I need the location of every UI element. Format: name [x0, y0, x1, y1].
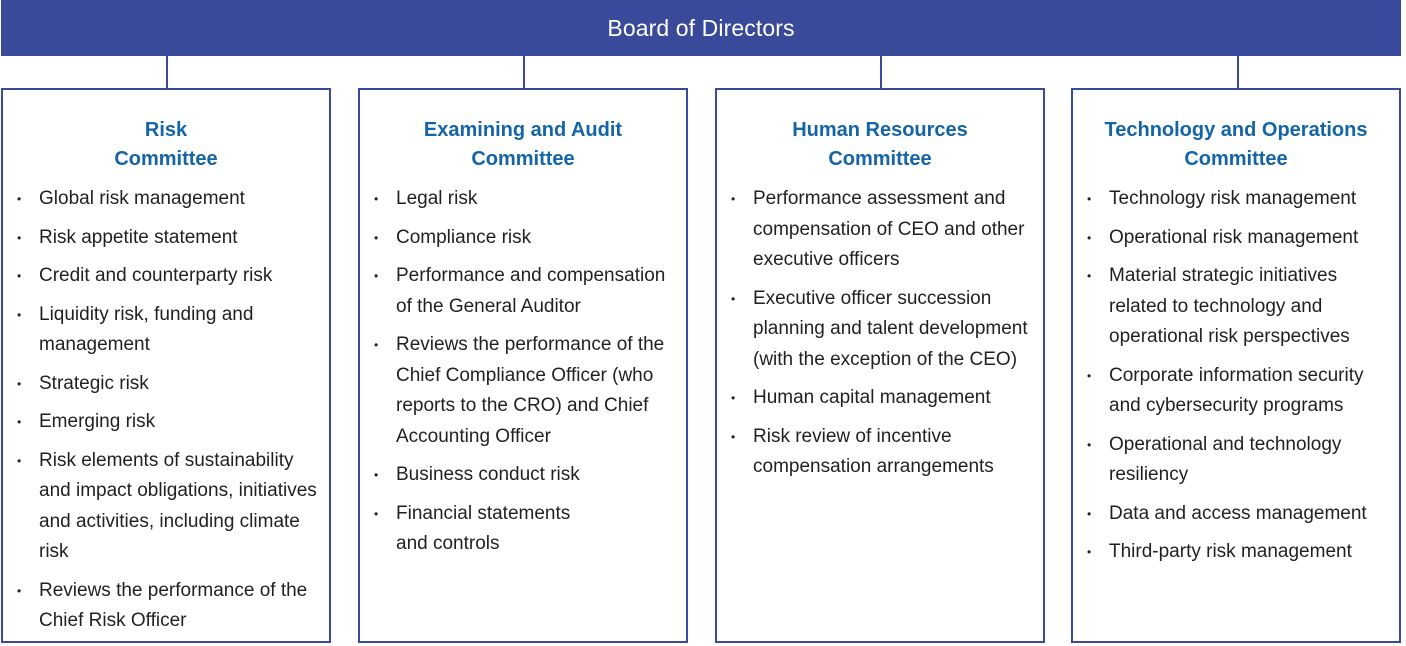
list-item-text: Compliance risk — [396, 226, 532, 248]
connector-line — [880, 56, 882, 89]
list-item — [3, 407, 321, 438]
bullet-icon: • — [17, 415, 22, 429]
committee-title: Risk Committee — [114, 119, 218, 170]
board-of-directors-box — [1, 0, 1401, 56]
list-item-text: Financial statements and controls — [396, 502, 571, 554]
list-item — [1073, 499, 1391, 530]
list-item-text: Liquidity risk, funding and management — [39, 303, 254, 355]
list-item — [3, 261, 321, 292]
list-item-text: Data and access management — [1109, 502, 1367, 524]
human-resources-committee-box — [715, 88, 1045, 643]
board-title: Board of Directors — [607, 14, 795, 41]
bullet-icon: • — [1087, 506, 1092, 521]
bullet-icon: • — [1087, 368, 1092, 383]
list-item — [3, 446, 321, 568]
list-item — [1073, 361, 1391, 422]
list-item — [717, 284, 1035, 376]
bullet-icon: • — [1087, 437, 1092, 452]
list-item — [717, 184, 1035, 276]
connector-line — [166, 56, 168, 89]
list-item-text: Legal risk — [396, 188, 478, 209]
list-item — [3, 369, 321, 400]
list-item-text: Reviews the performance of the Chief Risk Officer — [39, 579, 308, 631]
committee-title: Examining and Audit Committee — [423, 119, 623, 170]
list-item — [360, 261, 678, 322]
responsibility-list — [360, 184, 686, 560]
technology-operations-committee-box — [1071, 88, 1401, 643]
list-item — [360, 460, 678, 491]
list-item-text: Risk elements of sustainability and impact obligations, initiatives and activities, including climate risk — [39, 449, 317, 562]
bullet-icon: • — [731, 291, 736, 306]
bullet-icon: • — [374, 338, 379, 352]
list-item — [3, 223, 321, 254]
list-item-text: Credit and counterparty risk — [39, 265, 273, 286]
committee-title: Human Resources Committee — [792, 119, 968, 170]
bullet-icon: • — [374, 230, 379, 245]
list-item — [3, 184, 321, 215]
bullet-icon: • — [1087, 192, 1092, 206]
bullet-icon: • — [374, 192, 379, 206]
bullet-icon: • — [374, 269, 379, 283]
connector-line — [523, 56, 525, 89]
list-item-text: Third-party risk management — [1109, 541, 1352, 562]
responsibility-list — [1073, 184, 1399, 568]
examining-audit-committee-box — [358, 88, 688, 643]
bullet-icon: • — [374, 468, 379, 482]
list-item-text: Strategic risk — [39, 372, 149, 394]
list-item — [1073, 537, 1391, 568]
list-item-text: Material strategic initiatives related to technology and operational risk perspectives — [1109, 265, 1350, 347]
bullet-icon: • — [1087, 269, 1092, 283]
list-item — [360, 330, 678, 452]
list-item — [1073, 184, 1391, 215]
bullet-icon: • — [17, 192, 22, 206]
list-item-text: Global risk management — [39, 188, 245, 209]
list-item — [717, 422, 1035, 483]
connector-line — [1237, 56, 1239, 89]
list-item — [717, 383, 1035, 414]
list-item-text: Corporate information security and cybersecurity programs — [1109, 364, 1364, 416]
list-item-text: Performance and compensation of the General Auditor — [396, 265, 666, 317]
list-item-text: Risk appetite statement — [39, 226, 238, 248]
list-item-text: Performance assessment and compensation of CEO and other executive officers — [753, 188, 1025, 270]
bullet-icon: • — [1087, 230, 1092, 245]
list-item-text: Reviews the performance of the Chief Compliance Officer (who reports to the CRO) and Chief Accounting Officer — [396, 334, 665, 447]
list-item-text: Risk review of incentive compensation arrangements — [753, 425, 994, 477]
list-item-text: Operational and technology resiliency — [1109, 433, 1342, 485]
bullet-icon: • — [17, 307, 22, 322]
bullet-icon: • — [17, 230, 22, 245]
list-item-text: Operational risk management — [1109, 226, 1359, 248]
bullet-icon: • — [17, 453, 22, 468]
list-item — [3, 300, 321, 361]
bullet-icon: • — [17, 376, 22, 391]
bullet-icon: • — [731, 391, 736, 405]
responsibility-list — [3, 184, 329, 637]
responsibility-list — [717, 184, 1043, 483]
bullet-icon: • — [1087, 545, 1092, 559]
list-item-text: Business conduct risk — [396, 464, 580, 485]
list-item — [360, 223, 678, 254]
risk-committee-box — [1, 88, 331, 643]
bullet-icon: • — [374, 506, 379, 521]
list-item — [1073, 223, 1391, 254]
bullet-icon: • — [17, 583, 22, 598]
list-item — [1073, 261, 1391, 353]
list-item — [360, 184, 678, 215]
bullet-icon: • — [731, 429, 736, 444]
bullet-icon: • — [731, 192, 736, 206]
list-item-text: Executive officer succession planning and talent development (with the exception of the CEO) — [753, 287, 1028, 370]
list-item-text: Emerging risk — [39, 411, 156, 432]
list-item-text: Human capital management — [753, 387, 991, 408]
list-item — [360, 499, 678, 560]
committee-title: Technology and Operations Committee — [1104, 119, 1368, 170]
list-item — [3, 576, 321, 637]
bullet-icon: • — [17, 269, 22, 283]
list-item-text: Technology risk management — [1109, 188, 1357, 209]
list-item — [1073, 430, 1391, 491]
